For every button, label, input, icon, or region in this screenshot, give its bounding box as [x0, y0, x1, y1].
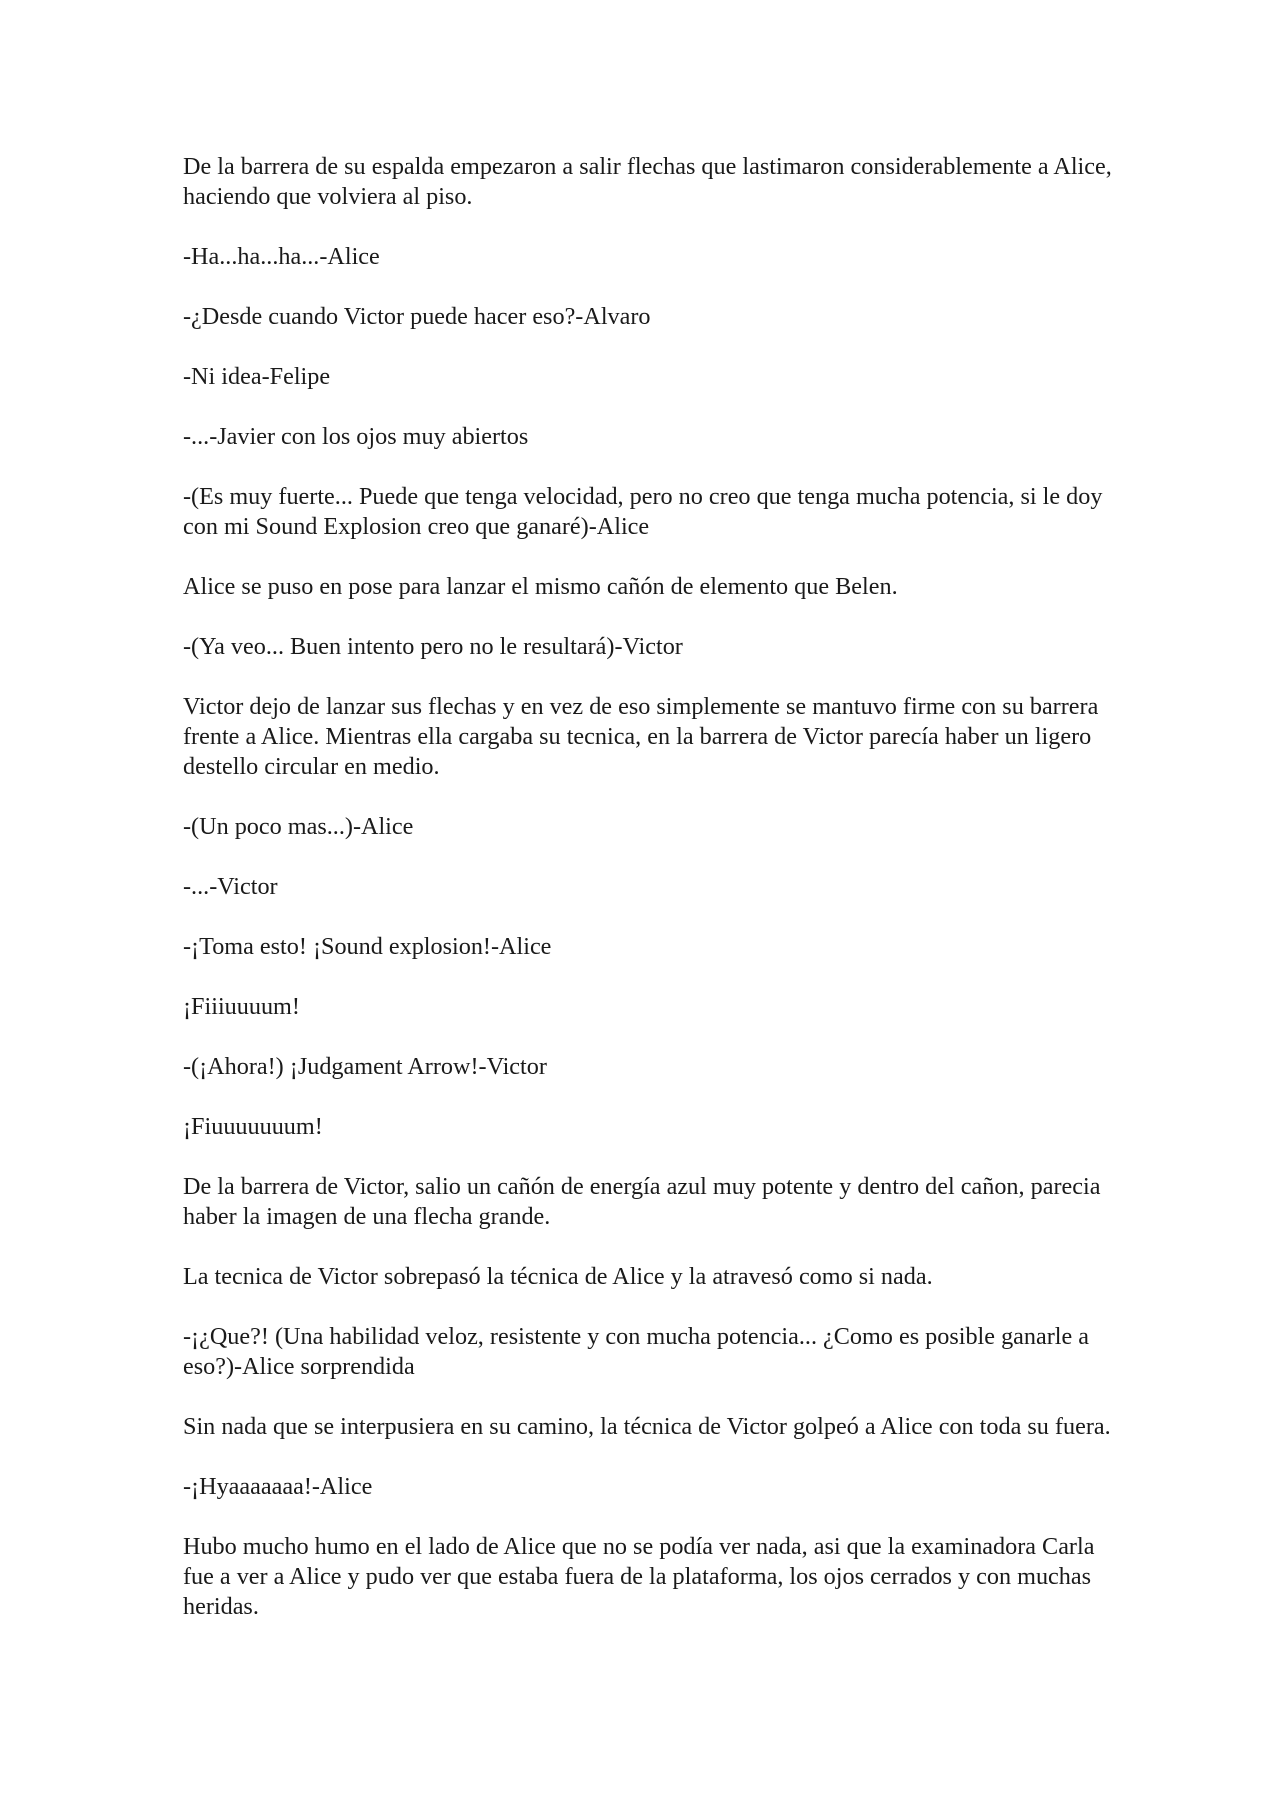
- paragraph-14: -(¡Ahora!) ¡Judgament Arrow!-Victor: [183, 1053, 547, 1080]
- paragraph-18: -¡¿Que?! (Una habilidad veloz, resistente y con mucha potencia... ¿Como es posible ganarle a eso?)-Alice sorprendida: [183, 1323, 1090, 1380]
- document-body: [183, 152, 1113, 1652]
- paragraph-4: -Ni idea-Felipe: [183, 363, 331, 390]
- paragraph-3: -¿Desde cuando Victor puede hacer eso?-Alvaro: [183, 303, 651, 330]
- paragraph-11: -...-Victor: [183, 873, 278, 900]
- paragraph-13: ¡Fiiiuuuum!: [183, 993, 300, 1020]
- paragraph-7: Alice se puso en pose para lanzar el mismo cañón de elemento que Belen.: [183, 573, 898, 600]
- paragraph-21: Hubo mucho humo en el lado de Alice que no se podía ver nada, asi que la examinadora Carla fue a ver a Alice y pudo ver que estaba fuera de la plataforma, los ojos cerrados y con muchas heridas.: [183, 1533, 1095, 1620]
- paragraph-12: -¡Toma esto! ¡Sound explosion!-Alice: [183, 933, 552, 960]
- paragraph-5: -...-Javier con los ojos muy abiertos: [183, 423, 529, 450]
- paragraph-17: La tecnica de Victor sobrepasó la técnica de Alice y la atravesó como si nada.: [183, 1263, 933, 1290]
- paragraph-8: -(Ya veo... Buen intento pero no le resultará)-Victor: [183, 633, 683, 660]
- paragraph-6: -(Es muy fuerte... Puede que tenga velocidad, pero no creo que tenga mucha potencia, si le doy con mi Sound Explosion creo que ganaré)-Alice: [183, 483, 1103, 540]
- paragraph-2: -Ha...ha...ha...-Alice: [183, 243, 380, 270]
- paragraph-10: -(Un poco mas...)-Alice: [183, 813, 414, 840]
- paragraph-15: ¡Fiuuuuuuum!: [183, 1113, 323, 1140]
- paragraph-16: De la barrera de Victor, salio un cañón de energía azul muy potente y dentro del cañon, parecia haber la imagen de una flecha grande.: [183, 1173, 1101, 1230]
- paragraph-20: -¡Hyaaaaaaa!-Alice: [183, 1473, 373, 1500]
- paragraph-19: Sin nada que se interpusiera en su camino, la técnica de Victor golpeó a Alice con toda su fuera.: [183, 1413, 1111, 1440]
- paragraph-9: Victor dejo de lanzar sus flechas y en vez de eso simplemente se mantuvo firme con su barrera frente a Alice. Mientras ella cargaba su tecnica, en la barrera de Victor parecía haber un ligero destello circular en medio.: [183, 693, 1099, 780]
- paragraph-1: De la barrera de su espalda empezaron a salir flechas que lastimaron considerablemente a Alice, haciendo que volviera al piso.: [183, 153, 1112, 210]
